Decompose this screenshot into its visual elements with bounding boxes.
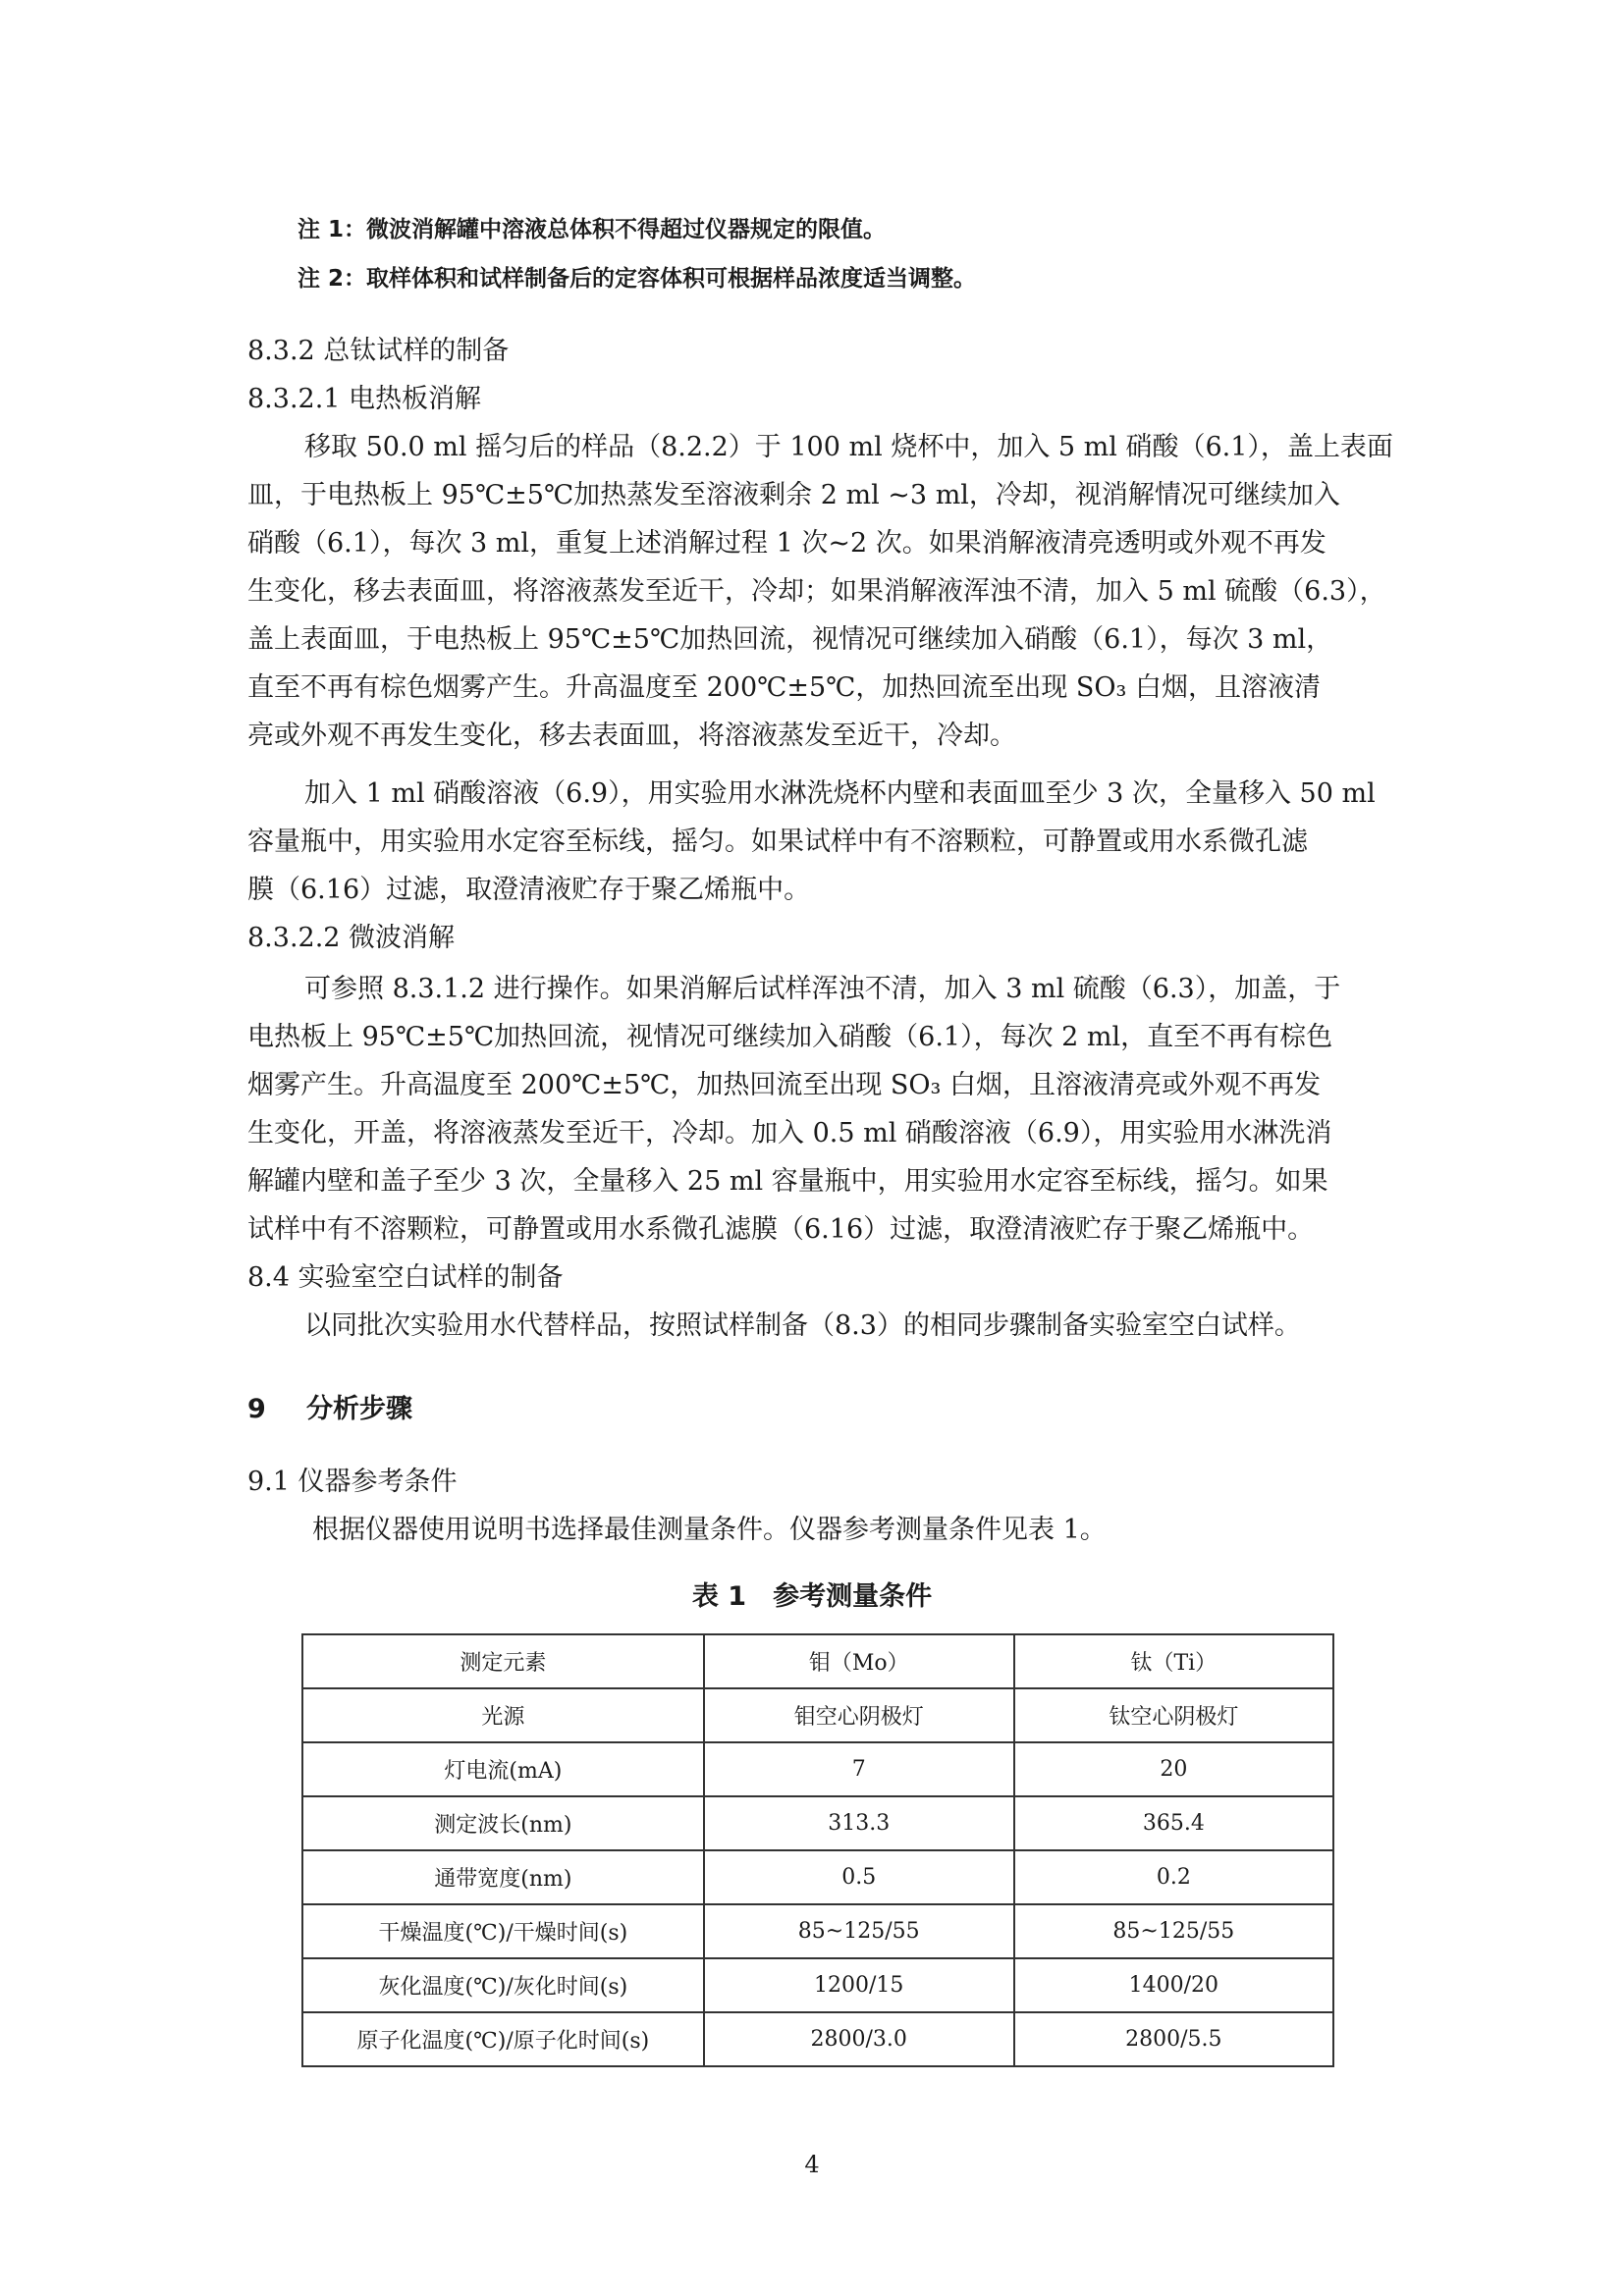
- table-row: [302, 1796, 1333, 1850]
- table-row: [302, 1850, 1333, 1904]
- heading-8-4: 8.4 实验室空白试样的制备: [247, 1262, 564, 1293]
- table-cell: 0.2: [1014, 1850, 1333, 1904]
- table-cell: 干燥温度(℃)/干燥时间(s): [302, 1904, 704, 1958]
- section-9-number: 9: [247, 1394, 266, 1424]
- note-1: 注 1：微波消解罐中溶液总体积不得超过仪器规定的限值。: [298, 217, 887, 242]
- table-row: [302, 1688, 1333, 1742]
- section-9-title: 分析步骤: [306, 1394, 412, 1424]
- table-row: [302, 1958, 1333, 2012]
- table-cell: 灰化温度(℃)/灰化时间(s): [302, 1958, 704, 2012]
- table-cell: 原子化温度(℃)/原子化时间(s): [302, 2012, 704, 2066]
- paragraph-line: 移取 50.0 ml 摇匀后的样品（8.2.2）于 100 ml 烧杯中，加入 5 ml 硝酸（6.1），盖上表面: [304, 432, 1393, 462]
- paragraph-line: 可参照 8.3.1.2 进行操作。如果消解后试样浑浊不清，加入 3 ml 硫酸（6.3），加盖，于: [304, 974, 1341, 1004]
- paragraph-line: 生变化，开盖，将溶液蒸发至近干，冷却。加入 0.5 ml 硝酸溶液（6.9），用实验用水淋洗消: [247, 1118, 1332, 1148]
- table-cell: 钼空心阴极灯: [704, 1688, 1014, 1742]
- reference-conditions-table: [301, 1633, 1334, 2067]
- heading-8-3-2-1: 8.3.2.1 电热板消解: [247, 384, 482, 414]
- page-number: 4: [804, 2151, 820, 2178]
- table-row: [302, 1904, 1333, 1958]
- paragraph-line: 硝酸（6.1），每次 3 ml，重复上述消解过程 1 次~2 次。如果消解液清亮透明或外观不再发: [247, 528, 1326, 559]
- table-cell: 365.4: [1014, 1796, 1333, 1850]
- paragraph-line: 亮或外观不再发生变化，移去表面皿，将溶液蒸发至近干，冷却。: [247, 721, 1016, 751]
- heading-9-1: 9.1 仪器参考条件: [247, 1467, 458, 1497]
- table-row: [302, 2012, 1333, 2066]
- table-cell: 7: [704, 1742, 1014, 1796]
- paragraph-line: 以同批次实验用水代替样品，按照试样制备（8.3）的相同步骤制备实验室空白试样。: [304, 1310, 1301, 1341]
- paragraph-line: 解罐内壁和盖子至少 3 次，全量移入 25 ml 容量瓶中，用实验用水定容至标线，摇匀。如果: [247, 1166, 1328, 1197]
- table-cell: 钛空心阴极灯: [1014, 1688, 1333, 1742]
- table-row: [302, 1634, 1333, 1688]
- paragraph-line: 电热板上 95℃±5℃加热回流，视情况可继续加入硝酸（6.1），每次 2 ml，直至不再有棕色: [247, 1022, 1333, 1052]
- paragraph-line: 试样中有不溶颗粒，可静置或用水系微孔滤膜（6.16）过滤，取澄清液贮存于聚乙烯瓶中。: [247, 1214, 1315, 1245]
- paragraph-line: 烟雾产生。升高温度至 200℃±5℃，加热回流至出现 SO₃ 白烟，且溶液清亮或外观不再发: [247, 1070, 1321, 1100]
- paragraph-line: 直至不再有棕色烟雾产生。升高温度至 200℃±5℃，加热回流至出现 SO₃ 白烟，且溶液清: [247, 672, 1321, 703]
- paragraph-line: 生变化，移去表面皿，将溶液蒸发至近干，冷却；如果消解液浑浊不清，加入 5 ml 硫酸（6.3），: [247, 576, 1386, 607]
- paragraph-line: 盖上表面皿，于电热板上 95℃±5℃加热回流，视情况可继续加入硝酸（6.1），每次 3 ml，: [247, 624, 1333, 655]
- table-cell: 光源: [302, 1688, 704, 1742]
- table-row: [302, 1742, 1333, 1796]
- paragraph-line: 根据仪器使用说明书选择最佳测量条件。仪器参考测量条件见表 1。: [312, 1515, 1107, 1545]
- table-cell: 313.3: [704, 1796, 1014, 1850]
- table-cell: 85~125/55: [1014, 1904, 1333, 1958]
- table-cell: 2800/5.5: [1014, 2012, 1333, 2066]
- paragraph-line: 膜（6.16）过滤，取澄清液贮存于聚乙烯瓶中。: [247, 875, 811, 905]
- table-cell: 85~125/55: [704, 1904, 1014, 1958]
- table-cell: 0.5: [704, 1850, 1014, 1904]
- heading-8-3-2: 8.3.2 总钛试样的制备: [247, 336, 510, 366]
- table-cell: 钼（Mo）: [704, 1634, 1014, 1688]
- table-cell: 测定波长(nm): [302, 1796, 704, 1850]
- table-cell: 灯电流(mA): [302, 1742, 704, 1796]
- table-cell: 20: [1014, 1742, 1333, 1796]
- table-cell: 钛（Ti）: [1014, 1634, 1333, 1688]
- heading-8-3-2-2: 8.3.2.2 微波消解: [247, 923, 456, 953]
- table-cell: 2800/3.0: [704, 2012, 1014, 2066]
- paragraph-line: 皿，于电热板上 95℃±5℃加热蒸发至溶液剩余 2 ml ~3 ml，冷却，视消解情况可继续加入: [247, 480, 1340, 510]
- note-2: 注 2：取样体积和试样制备后的定容体积可根据样品浓度适当调整。: [298, 266, 977, 292]
- table-cell: 1200/15: [704, 1958, 1014, 2012]
- paragraph-line: 容量瓶中，用实验用水定容至标线，摇匀。如果试样中有不溶颗粒，可静置或用水系微孔滤: [247, 827, 1308, 857]
- table-cell: 通带宽度(nm): [302, 1850, 704, 1904]
- table-cell: 测定元素: [302, 1634, 704, 1688]
- table-caption: 表 1 参考测量条件: [691, 1581, 933, 1612]
- table-cell: 1400/20: [1014, 1958, 1333, 2012]
- paragraph-line: 加入 1 ml 硝酸溶液（6.9），用实验用水淋洗烧杯内壁和表面皿至少 3 次，全量移入 50 ml: [304, 778, 1376, 809]
